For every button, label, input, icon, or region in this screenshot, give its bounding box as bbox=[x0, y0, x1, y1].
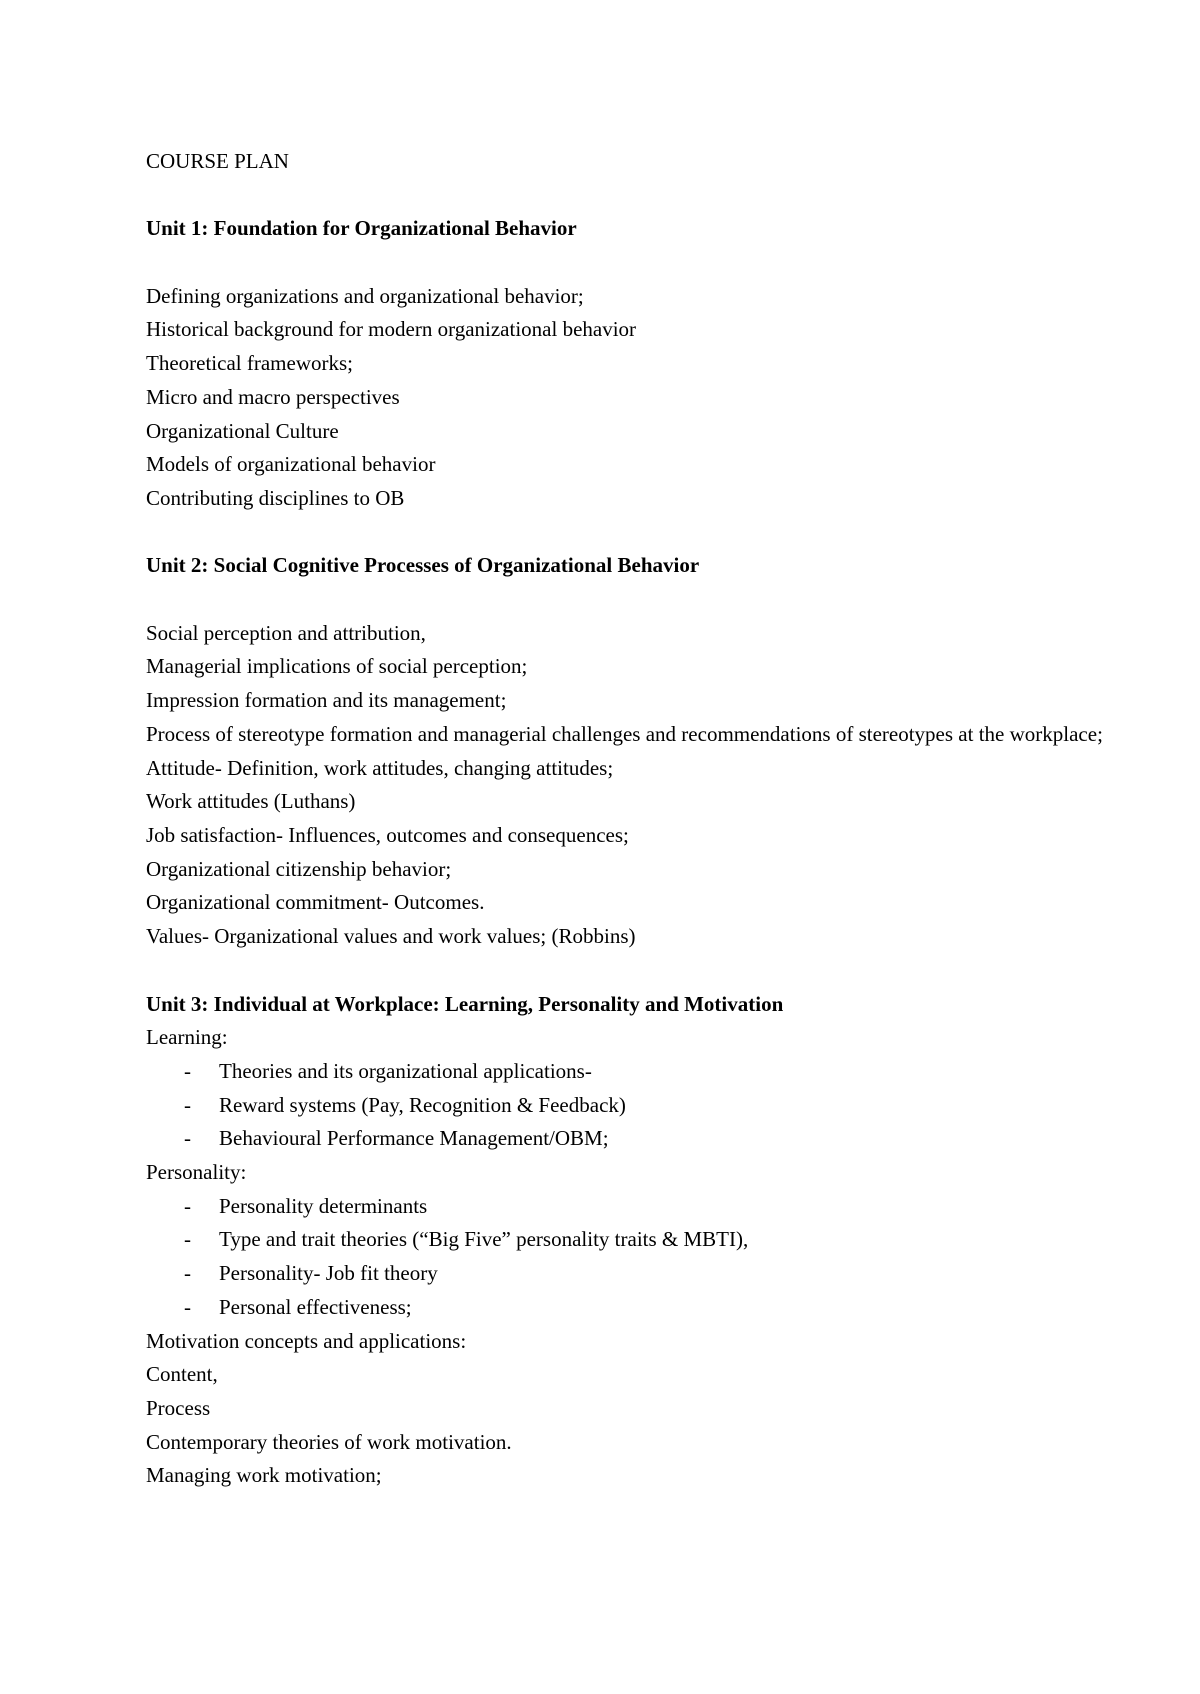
motivation-item: Process bbox=[146, 1395, 211, 1420]
motivation-item: Motivation concepts and applications: bbox=[146, 1328, 467, 1353]
unit-3-heading: Unit 3: Individual at Workplace: Learning, Personality and Motivation bbox=[146, 991, 784, 1016]
learning-label: Learning: bbox=[146, 1025, 228, 1050]
unit-2-item: Managerial implications of social perception; bbox=[146, 654, 528, 679]
unit-2-item: Values- Organizational values and work values; (Robbins) bbox=[146, 924, 636, 949]
unit-2-item: Process of stereotype formation and managerial challenges and recommendations of stereotypes at the workplace; bbox=[146, 721, 1103, 746]
motivation-item: Content, bbox=[146, 1362, 218, 1387]
bullet-text: Behavioural Performance Management/OBM; bbox=[219, 1126, 609, 1151]
personality-bullet-item bbox=[146, 1291, 1116, 1325]
bullet-dash: - bbox=[184, 1227, 191, 1252]
spacer bbox=[146, 583, 1116, 617]
unit-1-item: Theoretical frameworks; bbox=[146, 351, 353, 376]
bullet-dash: - bbox=[184, 1092, 191, 1117]
unit-2-item: Organizational commitment- Outcomes. bbox=[146, 890, 485, 915]
unit-2-item: Impression formation and its management; bbox=[146, 688, 507, 713]
spacer bbox=[146, 954, 1116, 988]
unit-1-item: Historical background for modern organizational behavior bbox=[146, 317, 637, 342]
document-title: COURSE PLAN bbox=[146, 149, 289, 173]
unit-1-heading: Unit 1: Foundation for Organizational Behavior bbox=[146, 216, 577, 241]
bullet-text: Type and trait theories (“Big Five” personality traits & MBTI), bbox=[219, 1227, 749, 1252]
bullet-text: Reward systems (Pay, Recognition & Feedback) bbox=[219, 1092, 626, 1117]
unit-2-item: Organizational citizenship behavior; bbox=[146, 856, 452, 881]
document-body bbox=[146, 145, 1116, 1493]
unit-2-item: Attitude- Definition, work attitudes, changing attitudes; bbox=[146, 755, 614, 780]
spacer bbox=[146, 246, 1116, 280]
personality-bullet-item bbox=[146, 1223, 1116, 1257]
unit-1-item: Defining organizations and organizational behavior; bbox=[146, 283, 584, 308]
spacer bbox=[146, 179, 1116, 213]
bullet-dash: - bbox=[184, 1261, 191, 1286]
unit-1-item: Organizational Culture bbox=[146, 418, 339, 443]
bullet-dash: - bbox=[184, 1294, 191, 1319]
personality-bullet-item bbox=[146, 1257, 1116, 1291]
unit-1-item: Models of organizational behavior bbox=[146, 452, 436, 477]
bullet-text: Personal effectiveness; bbox=[219, 1294, 412, 1319]
personality-label: Personality: bbox=[146, 1160, 247, 1185]
unit-2-item: Work attitudes (Luthans) bbox=[146, 789, 356, 814]
unit-2-heading: Unit 2: Social Cognitive Processes of Organizational Behavior bbox=[146, 553, 700, 578]
bullet-text: Personality determinants bbox=[219, 1193, 428, 1218]
spacer bbox=[146, 516, 1116, 550]
learning-bullet-item bbox=[146, 1122, 1116, 1156]
learning-bullet-item bbox=[146, 1089, 1116, 1123]
bullet-text: Theories and its organizational applications- bbox=[219, 1058, 592, 1083]
unit-1-item: Contributing disciplines to OB bbox=[146, 486, 405, 510]
bullet-dash: - bbox=[184, 1193, 191, 1218]
motivation-item: Contemporary theories of work motivation. bbox=[146, 1429, 512, 1454]
bullet-dash: - bbox=[184, 1126, 191, 1151]
bullet-dash: - bbox=[184, 1058, 191, 1083]
unit-2-item: Social perception and attribution, bbox=[146, 620, 426, 645]
motivation-item: Managing work motivation; bbox=[146, 1463, 382, 1488]
learning-bullet-item bbox=[146, 1055, 1116, 1089]
unit-1-item: Micro and macro perspectives bbox=[146, 384, 400, 409]
unit-2-item: Job satisfaction- Influences, outcomes and consequences; bbox=[146, 823, 629, 847]
bullet-text: Personality- Job fit theory bbox=[219, 1261, 438, 1286]
personality-bullet-item bbox=[146, 1190, 1116, 1224]
